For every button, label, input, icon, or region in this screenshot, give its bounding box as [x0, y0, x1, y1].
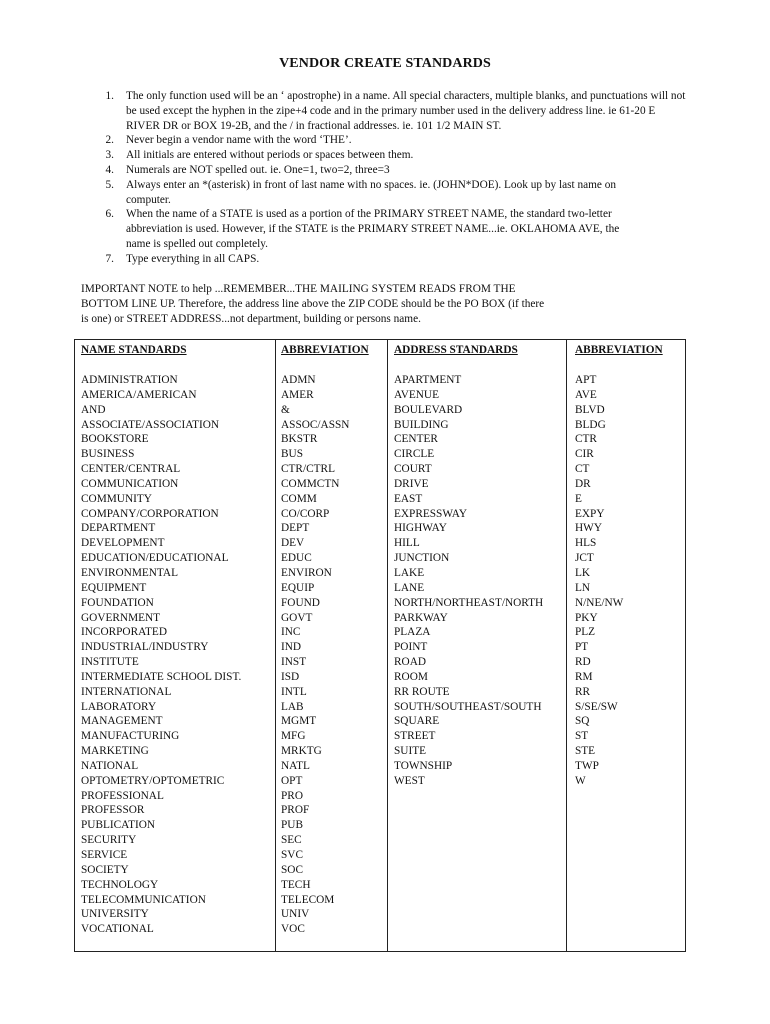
- name-abbreviation-item: DEV: [281, 537, 305, 550]
- name-abbreviation-item: CTR/CTRL: [281, 463, 335, 476]
- rule-text-line: name is spelled out completely.: [126, 237, 269, 250]
- name-abbreviation-item: PUB: [281, 819, 303, 832]
- address-abbreviation-item: SQ: [575, 715, 590, 728]
- address-abbreviation-item: RR: [575, 685, 591, 698]
- name-abbreviation-item: &: [281, 403, 290, 416]
- address-abbreviation-item: CT: [575, 463, 590, 476]
- address-abbreviation-item: PLZ: [575, 626, 596, 639]
- name-abbreviation-item: UNIV: [281, 908, 310, 921]
- name-standard-item: TECHNOLOGY: [81, 878, 159, 891]
- name-standard-item: LABORATORY: [81, 700, 157, 713]
- name-abbreviation-item: FOUND: [281, 596, 320, 609]
- column-divider: [275, 340, 276, 951]
- name-abbreviation-item: OPT: [281, 774, 303, 787]
- name-abbreviation-item: MRKTG: [281, 745, 322, 758]
- rule-number: 4.: [105, 163, 114, 176]
- name-standard-item: COMPANY/CORPORATION: [81, 507, 219, 520]
- name-abbreviation-item: SVC: [281, 849, 303, 861]
- address-standard-item: HIGHWAY: [394, 522, 447, 535]
- name-standard-item: OPTOMETRY/OPTOMETRIC: [81, 774, 225, 787]
- name-abbreviation-item: COMM: [281, 492, 317, 505]
- name-standard-item: VOCATIONAL: [81, 923, 154, 936]
- address-abbreviation-item: DR: [575, 477, 591, 490]
- rule-number: 6.: [105, 208, 114, 221]
- address-abbreviation-item: TWP: [575, 759, 599, 772]
- name-abbreviation-item: COMMCTN: [281, 477, 340, 490]
- rule-item: [100, 148, 760, 163]
- address-standard-item: SUITE: [394, 745, 427, 758]
- rule-item: [100, 163, 760, 178]
- address-abbreviation-item: BLDG: [575, 418, 606, 431]
- name-abbreviation-item: INC: [281, 626, 301, 639]
- name-standard-item: INDUSTRIAL/INDUSTRY: [81, 641, 209, 654]
- name-standard-item: INCORPORATED: [81, 626, 167, 639]
- name-standard-item: CENTER/CENTRAL: [81, 463, 181, 476]
- rule-number: 1.: [105, 90, 114, 102]
- name-abbreviation-item: ISD: [281, 670, 300, 683]
- address-standard-item: LANE: [394, 581, 425, 594]
- address-abbreviation-item: RD: [575, 656, 591, 669]
- address-abbreviation-item: S/SE/SW: [575, 700, 618, 713]
- name-abbreviation-item: AMER: [281, 388, 314, 401]
- name-abbreviation-item: INST: [281, 656, 307, 669]
- address-abbreviation-item: E: [575, 492, 582, 505]
- address-abbreviation-item: RM: [575, 670, 593, 683]
- address-standard-item: PLAZA: [394, 626, 431, 639]
- address-standard-item: EXPRESSWAY: [394, 507, 468, 520]
- rule-text-line: All initials are entered without periods or spaces between them.: [126, 149, 414, 162]
- rule-number: 5.: [105, 178, 114, 191]
- rule-item: [100, 178, 760, 208]
- address-standard-item: SQUARE: [394, 715, 440, 728]
- address-abbreviation-item: LK: [575, 566, 591, 579]
- rule-text-line: The only function used will be an ‘ apostrophe) in a name. All special characters, multiple blanks, and punctuations will not: [126, 90, 686, 102]
- address-abbreviation-item: JCT: [575, 552, 594, 565]
- document-title: VENDOR CREATE STANDARDS: [279, 56, 491, 71]
- note-line: BOTTOM LINE UP. Therefore, the address line above the ZIP CODE should be the PO BOX (if there: [81, 297, 545, 310]
- rule-number: 7.: [105, 252, 114, 265]
- rule-text-line: abbreviation is used. However, if the STATE is the PRIMARY STREET NAME...ie. OKLAHOMA AVE, the: [126, 223, 620, 236]
- address-standard-item: NORTH/NORTHEAST/NORTH: [394, 596, 544, 609]
- name-abbreviation-item: PRO: [281, 789, 303, 802]
- standards-table: [74, 339, 686, 952]
- address-abbreviation-item: CIR: [575, 448, 594, 461]
- name-standard-item: MANUFACTURING: [81, 730, 180, 743]
- rule-text-line: RIVER DR or BOX 19-2B, and the / in fractional addresses. ie. 101 1/2 MAIN ST.: [126, 119, 502, 132]
- name-standards-header: NAME STANDARDS: [81, 344, 187, 356]
- name-standard-item: PROFESSOR: [81, 804, 145, 817]
- name-standard-item: BOOKSTORE: [81, 433, 149, 446]
- name-abbreviation-item: TECH: [281, 878, 311, 891]
- address-standard-item: LAKE: [394, 566, 425, 579]
- address-standard-item: TOWNSHIP: [394, 759, 453, 772]
- address-abbreviation-item: CTR: [575, 433, 597, 446]
- rule-text-line: computer.: [126, 193, 171, 206]
- address-abbreviation-item: AVE: [575, 388, 597, 401]
- name-abbreviation-item: IND: [281, 641, 302, 654]
- name-abbreviation-item: MGMT: [281, 715, 317, 728]
- name-abbreviation-item: EDUC: [281, 552, 312, 565]
- name-abbreviation-header: ABBREVIATION: [281, 344, 369, 356]
- rule-text-line: When the name of a STATE is used as a portion of the PRIMARY STREET NAME, the standard two-letter: [126, 208, 612, 221]
- address-abbreviation-item: LN: [575, 581, 591, 594]
- address-standard-item: POINT: [394, 641, 428, 654]
- name-abbreviation-item: SOC: [281, 863, 303, 876]
- rule-text-line: Type everything in all CAPS.: [126, 252, 260, 265]
- name-standard-item: DEVELOPMENT: [81, 537, 165, 550]
- name-abbreviation-item: INTL: [281, 685, 307, 698]
- name-standard-item: INTERMEDIATE SCHOOL DIST.: [81, 670, 242, 683]
- important-note: [81, 282, 621, 326]
- address-abbreviation-item: PT: [575, 641, 589, 654]
- address-abbreviation-item: N/NE/NW: [575, 596, 624, 609]
- name-standard-item: AND: [81, 403, 106, 416]
- address-standards-header: ADDRESS STANDARDS: [394, 344, 518, 356]
- address-standard-item: DRIVE: [394, 477, 429, 490]
- name-abbreviation-item: BUS: [281, 448, 303, 461]
- rule-item: [100, 252, 760, 267]
- rule-text-line: Never begin a vendor name with the word ‘THE’.: [126, 134, 352, 147]
- address-standard-item: BOULEVARD: [394, 403, 463, 416]
- name-abbreviation-item: BKSTR: [281, 433, 318, 446]
- rule-text-line: be used except the hyphen in the zipe+4 code and in the primary number used in the delivery address line. ie 61-20 E: [126, 104, 656, 117]
- address-standard-item: HILL: [394, 537, 420, 550]
- rules-list: [100, 89, 760, 267]
- name-standard-item: SOCIETY: [81, 863, 129, 876]
- name-abbreviation-item: NATL: [281, 759, 310, 772]
- name-standard-item: UNIVERSITY: [81, 908, 149, 921]
- note-line: is one) or STREET ADDRESS...not department, building or persons name.: [81, 312, 421, 325]
- name-abbreviation-item: SEC: [281, 834, 302, 847]
- address-abbreviation-item: BLVD: [575, 403, 605, 416]
- name-standard-item: SECURITY: [81, 834, 137, 847]
- name-standard-item: MARKETING: [81, 745, 149, 758]
- address-abbreviation-header: ABBREVIATION: [575, 344, 663, 356]
- name-standard-item: MANAGEMENT: [81, 715, 163, 728]
- name-standard-item: ASSOCIATE/ASSOCIATION: [81, 418, 220, 431]
- name-abbreviation-item: MFG: [281, 730, 306, 743]
- rule-text-line: Numerals are NOT spelled out. ie. One=1, two=2, three=3: [126, 163, 390, 176]
- address-standard-item: ROAD: [394, 656, 427, 669]
- address-standard-item: PARKWAY: [394, 611, 448, 624]
- name-standard-item: TELECOMMUNICATION: [81, 893, 206, 906]
- name-abbreviation-item: DEPT: [281, 522, 310, 535]
- address-standard-item: STREET: [394, 730, 436, 743]
- rule-number: 3.: [105, 149, 114, 162]
- address-standard-item: ROOM: [394, 670, 428, 683]
- name-standard-item: EDUCATION/EDUCATIONAL: [81, 552, 229, 565]
- name-abbreviation-item: ASSOC/ASSN: [281, 418, 350, 431]
- name-standard-item: ENVIRONMENTAL: [81, 566, 178, 579]
- name-standard-item: COMMUNICATION: [81, 477, 179, 490]
- name-abbreviation-item: LAB: [281, 700, 304, 713]
- name-standard-item: GOVERNMENT: [81, 611, 161, 624]
- column-divider: [387, 340, 388, 951]
- name-abbreviation-item: ADMN: [281, 374, 316, 386]
- address-abbreviation-item: APT: [575, 374, 597, 386]
- name-standard-item: INSTITUTE: [81, 656, 139, 669]
- rule-text-line: Always enter an *(asterisk) in front of last name with no spaces. ie. (JOHN*DOE). Look up by last name on: [126, 178, 617, 191]
- name-abbreviation-item: GOVT: [281, 611, 313, 624]
- rule-item: [100, 89, 760, 133]
- name-standard-item: PUBLICATION: [81, 819, 156, 832]
- name-standard-item: COMMUNITY: [81, 492, 152, 505]
- name-standard-item: NATIONAL: [81, 759, 139, 772]
- address-standard-item: SOUTH/SOUTHEAST/SOUTH: [394, 700, 542, 713]
- address-standard-item: EAST: [394, 492, 423, 505]
- name-standard-item: DEPARTMENT: [81, 522, 156, 535]
- name-abbreviation-item: ENVIRON: [281, 566, 332, 579]
- address-abbreviation-item: W: [575, 774, 586, 787]
- note-line: IMPORTANT NOTE to help ...REMEMBER...THE MAILING SYSTEM READS FROM THE: [81, 283, 516, 295]
- column-divider: [566, 340, 567, 951]
- address-abbreviation-item: STE: [575, 745, 596, 758]
- name-abbreviation-item: PROF: [281, 804, 310, 817]
- address-standard-item: RR ROUTE: [394, 685, 450, 698]
- address-standard-item: WEST: [394, 774, 425, 787]
- name-abbreviation-item: VOC: [281, 923, 305, 936]
- name-standard-item: ADMINISTRATION: [81, 374, 178, 386]
- address-standard-item: CENTER: [394, 433, 438, 446]
- name-standard-item: FOUNDATION: [81, 596, 154, 609]
- name-abbreviation-item: CO/CORP: [281, 507, 330, 520]
- name-abbreviation-item: EQUIP: [281, 581, 315, 594]
- address-abbreviation-item: ST: [575, 730, 589, 743]
- address-standard-item: CIRCLE: [394, 448, 435, 461]
- name-standard-item: EQUIPMENT: [81, 581, 147, 594]
- name-standard-item: AMERICA/AMERICAN: [81, 388, 197, 401]
- address-standard-item: BUILDING: [394, 418, 449, 431]
- name-abbreviation-item: TELECOM: [281, 893, 335, 906]
- address-abbreviation-item: PKY: [575, 611, 598, 624]
- name-standard-item: PROFESSIONAL: [81, 789, 164, 802]
- name-standard-item: BUSINESS: [81, 448, 135, 461]
- address-standard-item: AVENUE: [394, 388, 439, 401]
- address-standard-item: COURT: [394, 463, 432, 476]
- name-standard-item: INTERNATIONAL: [81, 685, 172, 698]
- address-abbreviation-item: EXPY: [575, 507, 605, 520]
- rule-item: [100, 133, 760, 148]
- rule-item: [100, 207, 760, 251]
- address-standard-item: APARTMENT: [394, 374, 462, 386]
- address-standard-item: JUNCTION: [394, 552, 450, 565]
- name-standard-item: SERVICE: [81, 849, 128, 861]
- rule-number: 2.: [105, 134, 114, 147]
- address-abbreviation-item: HWY: [575, 522, 602, 535]
- address-abbreviation-item: HLS: [575, 537, 597, 550]
